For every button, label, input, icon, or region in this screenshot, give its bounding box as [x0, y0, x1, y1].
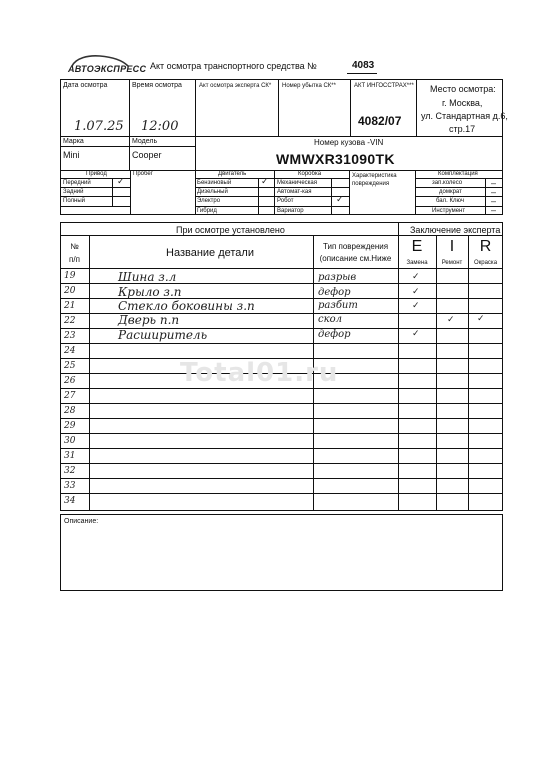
paint-check: ✓ [477, 313, 485, 323]
damage-type-label-2: (описание см.Ниже [319, 254, 392, 263]
kit-jack: домкрат [439, 189, 462, 195]
ingos-label: АКТ ИНГОССТРАХ*** [354, 83, 414, 89]
row-num: 29 [64, 421, 76, 431]
part-name: Шина з.л [118, 270, 177, 284]
kit-tools: Инструмент [432, 208, 466, 214]
repair-check: ✓ [447, 314, 455, 324]
row-num: 30 [64, 436, 76, 446]
kit-wrench-dash: – [491, 196, 497, 206]
gearbox-label: Коробка [298, 171, 322, 177]
found-label: При осмотре установлено [176, 225, 285, 235]
num-label-2: п/п [69, 255, 80, 264]
replace-check: ✓ [412, 271, 420, 281]
gearbox-robot: Робот [277, 198, 294, 204]
row-num: 33 [64, 481, 76, 491]
time-label: Время осмотра [132, 82, 182, 89]
place-line-1: г. Москва, [442, 98, 483, 108]
engine-hybrid: Гибрид [197, 208, 217, 214]
replace-check: ✓ [412, 300, 420, 310]
drive-front-check: ✓ [117, 176, 125, 186]
drive-rear: Задний [63, 189, 84, 195]
watermark-text: Total01.ru [180, 358, 339, 388]
col-i-header: I [449, 238, 455, 255]
place-line-3: стр.17 [449, 124, 476, 134]
col-i-sub: Ремонт [441, 260, 463, 266]
row-num: 26 [64, 376, 76, 386]
kit-jack-dash: – [491, 187, 497, 197]
description-box [60, 514, 503, 591]
damage-type: разрыв [318, 272, 357, 283]
kit-spare: зап.колесо [432, 180, 463, 186]
date-value: 1.07.25 [74, 119, 124, 134]
drive-all: Полный [63, 198, 85, 204]
row-num: 34 [64, 496, 76, 506]
damage-type: скол [318, 314, 342, 325]
row-num: 32 [64, 466, 76, 476]
part-name: Крыло з.п [118, 285, 182, 299]
num-label: № [70, 242, 79, 251]
col-e-header: E [411, 238, 423, 255]
model-value: Cooper [132, 150, 162, 160]
place-label: Место осмотра: [430, 84, 496, 94]
description-label: Описание: [64, 518, 99, 525]
col-r-header: R [479, 238, 492, 255]
part-name: Расширитель [118, 328, 208, 342]
col-e-sub: Замена [406, 260, 428, 266]
row-num: 20 [64, 286, 76, 296]
kit-spare-dash: – [491, 178, 497, 188]
engine-diesel: Дизельный [197, 189, 228, 195]
part-name: Дверь п.п [118, 313, 180, 327]
mileage-label: Пробег [133, 171, 153, 177]
row-num: 19 [64, 271, 76, 281]
logo [66, 54, 147, 76]
brand-value: Mini [63, 150, 80, 160]
vin-label: Номер кузова -VIN [314, 138, 384, 147]
engine-electric: Электро [197, 198, 221, 204]
model-label: Модель [132, 138, 158, 145]
drive-front: Передний [63, 180, 91, 186]
drive-label: Привод [86, 171, 107, 177]
row-num: 22 [64, 316, 76, 326]
gearbox-cvt: Вариатор [277, 208, 304, 214]
watermark [180, 358, 338, 388]
replace-check: ✓ [412, 328, 420, 338]
ingos-value: 4082/07 [358, 114, 402, 128]
row-num: 21 [64, 301, 76, 311]
col-r-sub: Окраска [473, 260, 498, 266]
expert-label: Заключение эксперта [410, 225, 501, 235]
loss-number-label: Номер убытка СК** [282, 83, 336, 89]
engine-label: Двигатель [218, 171, 247, 177]
damage-type: дефор [318, 329, 351, 340]
part-name: Стекло боковины з.п [118, 299, 255, 313]
brand-label: Марка [63, 138, 84, 145]
row-num: 27 [64, 391, 76, 401]
damage-type: разбит [318, 300, 358, 311]
vin-value: WMWXR31090TK [276, 151, 395, 167]
damage-type: дефор [318, 287, 351, 298]
row-num: 31 [64, 451, 76, 461]
gearbox-robot-check: ✓ [336, 194, 344, 204]
time-value: 12:00 [141, 119, 179, 134]
row-num: 23 [64, 331, 76, 341]
row-num: 28 [64, 406, 76, 416]
kit-wrench: бал. Ключ [436, 198, 464, 204]
row-num: 25 [64, 361, 76, 371]
expert-act-label: Акт осмотра эксперта СК* [199, 83, 272, 89]
damage-char-label: Характеристика повреждения [352, 173, 397, 187]
kit-label: Комплектация [438, 171, 478, 177]
place-line-2: ул. Стандартная д.6, [421, 111, 508, 121]
page-title: Акт осмотра транспортного средства № [150, 61, 317, 71]
date-label: Дата осмотра [63, 82, 108, 89]
replace-check: ✓ [412, 286, 420, 296]
engine-petrol-check: ✓ [261, 176, 269, 186]
gearbox-auto: Автомат-кая [277, 189, 312, 195]
kit-tools-dash: – [491, 205, 497, 215]
gearbox-manual: Механическая [277, 180, 318, 186]
engine-petrol: Бензиновый [197, 180, 232, 186]
row-num: 24 [64, 346, 76, 356]
act-number: 4083 [352, 60, 375, 71]
logo-text: АВТОЭКСПРЕСС [68, 64, 147, 74]
part-label: Название детали [166, 247, 254, 259]
damage-type-label: Тип повреждения [322, 242, 389, 251]
